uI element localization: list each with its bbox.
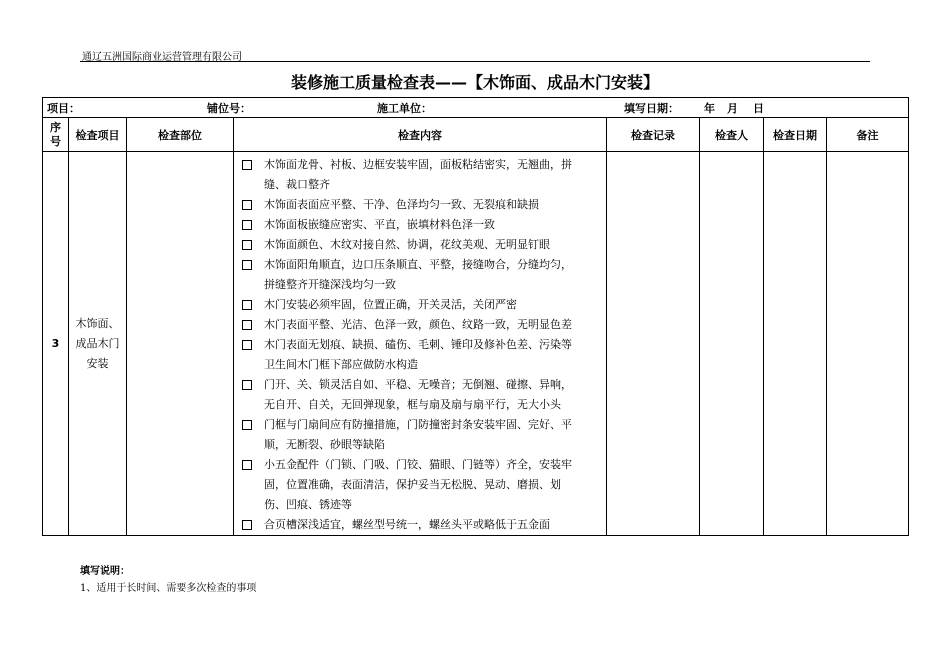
- checkbox-icon[interactable]: [242, 380, 252, 390]
- row-item-line: 安装: [86, 356, 109, 370]
- checkbox-icon[interactable]: [242, 320, 252, 330]
- col-content-header: 检查内容: [234, 118, 607, 152]
- checkbox-icon[interactable]: [242, 340, 252, 350]
- check-item-line: 小五金配件（门锁、门吸、门铰、猫眼、门链等）齐全，安装牢: [240, 455, 600, 475]
- row-inspector[interactable]: [700, 152, 764, 536]
- project-label: 项目：: [47, 101, 80, 115]
- row-remark[interactable]: [827, 152, 909, 536]
- check-item-line: 木门表面无划痕、缺损、磕伤、毛刺、锤印及修补色差、污染等: [240, 335, 600, 355]
- fill-date-label: 填写日期：: [624, 101, 679, 115]
- header-row: [43, 118, 909, 152]
- check-item-line: 伤、凹痕、锈迹等: [264, 498, 352, 511]
- checkbox-icon[interactable]: [242, 460, 252, 470]
- notes-title: 填写说明：: [80, 566, 130, 577]
- checkbox-icon[interactable]: [242, 220, 252, 230]
- table-row: [43, 152, 909, 536]
- row-content: [234, 152, 607, 536]
- checkbox-icon[interactable]: [242, 240, 252, 250]
- unit-no-label: 铺位号：: [207, 101, 251, 115]
- checkbox-icon[interactable]: [242, 160, 252, 170]
- check-item-line: 木饰面颜色、木纹对接自然、协调，花纹美观、无明显钉眼: [240, 235, 600, 255]
- check-item-line: 缝、裁口整齐: [264, 178, 330, 191]
- page-title: 装修施工质量检查表——【木饰面、成品木门安装】: [290, 73, 659, 92]
- row-date[interactable]: [764, 152, 827, 536]
- check-item-line: 门开、关、锁灵活自如、平稳、无噪音；无倒翘、碰擦、异响，: [240, 375, 600, 395]
- check-item-line: 门框与门扇间应有防撞措施，门防撞密封条安装牢固、完好、平: [240, 415, 600, 435]
- row-item-line: 成品木门: [75, 336, 120, 350]
- check-item-line: 木门表面平整、光洁、色泽一致，颜色、纹路一致，无明显色差: [240, 315, 600, 335]
- check-item-line: 木门安装必须牢固，位置正确，开关灵活，关闭严密: [240, 295, 600, 315]
- company-name: 通辽五洲国际商业运营管理有限公司: [82, 52, 242, 63]
- header-divider: [80, 61, 870, 62]
- col-seq-text: 序 号: [50, 120, 61, 148]
- col-item-header: 检查项目: [69, 118, 127, 152]
- row-item-line: 木饰面、: [75, 316, 120, 330]
- info-row: [43, 98, 909, 118]
- checkbox-icon[interactable]: [242, 260, 252, 270]
- check-item-line: 固，位置准确，表面清洁，保护妥当无松脱、晃动、磨损、划: [264, 478, 561, 491]
- check-item-line: 木饰面龙骨、衬板、边框安装牢固，面板粘结密实，无翘曲，拼: [240, 155, 600, 175]
- inspection-table: [42, 97, 909, 536]
- col-seq-header: [43, 118, 69, 152]
- col-record-header: 检查记录: [607, 118, 700, 152]
- check-item-line: 顺，无断裂、砂眼等缺陷: [264, 438, 385, 451]
- col-location-header: 检查部位: [127, 118, 234, 152]
- check-item-line: 合页槽深浅适宜，螺丝型号统一，螺丝头平或略低于五金面: [240, 515, 600, 535]
- col-date-header: 检查日期: [764, 118, 827, 152]
- row-item: [69, 152, 127, 536]
- check-item-line: 木饰面阳角顺直，边口压条顺直、平整，接缝吻合，分缝均匀，: [240, 255, 600, 275]
- checkbox-icon[interactable]: [242, 300, 252, 310]
- day-label: 日: [753, 101, 764, 115]
- checkbox-icon[interactable]: [242, 200, 252, 210]
- row-record[interactable]: [607, 152, 700, 536]
- note-item: 1、适用于长时间、需要多次检查的事项: [80, 583, 257, 594]
- row-seq: 3: [43, 152, 69, 536]
- check-item-line: 木饰面表面应平整、干净、色泽均匀一致、无裂痕和缺损: [240, 195, 600, 215]
- year-label: 年: [704, 101, 715, 115]
- row-location: [127, 152, 234, 536]
- contractor-label: 施工单位：: [377, 101, 432, 115]
- check-item-line: 木饰面板嵌缝应密实、平直，嵌填材料色泽一致: [240, 215, 600, 235]
- check-item-line: 无自开、自关，无回弹现象，框与扇及扇与扇平行，无大小头: [264, 398, 561, 411]
- checkbox-icon[interactable]: [242, 520, 252, 530]
- month-label: 月: [727, 101, 738, 115]
- check-item-line: 卫生间木门框下部应做防水构造: [264, 358, 418, 371]
- checkbox-icon[interactable]: [242, 420, 252, 430]
- col-remark-header: 备注: [827, 118, 909, 152]
- check-item-line: 拼缝整齐开缝深浅均匀一致: [264, 278, 396, 291]
- col-inspector-header: 检查人: [700, 118, 764, 152]
